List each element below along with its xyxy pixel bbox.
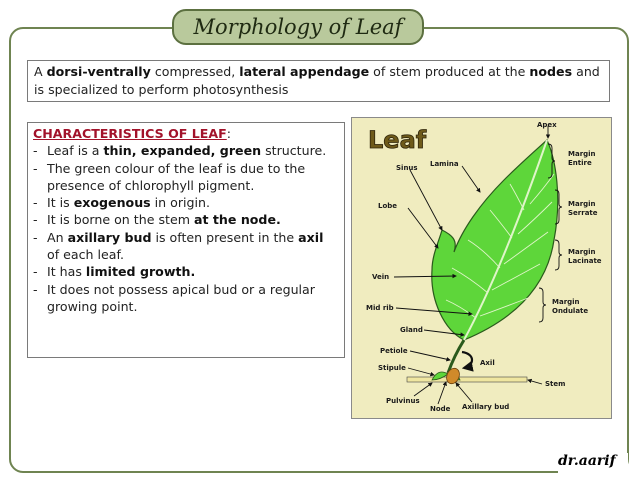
label-margin-serrate: Margin (568, 200, 596, 208)
list-dash: - (33, 229, 38, 245)
item-text: It does not possess apical bud or a regular growing point. (47, 281, 315, 314)
leaf-blade-shape (432, 140, 558, 340)
item-text: of each leaf. (47, 247, 125, 263)
label-margin-ondulate-type: Ondulate (552, 307, 589, 315)
item-text: structure. (261, 143, 327, 159)
characteristic-item (33, 160, 339, 195)
label-vein: Vein (372, 273, 390, 281)
item-text: in origin. (150, 195, 211, 211)
item-emphasis: at the node. (194, 212, 281, 228)
item-text: is often present in the (151, 229, 299, 245)
author-signature-text: dr.aarif (558, 453, 616, 469)
label-margin-entire-type: Entire (568, 159, 592, 167)
item-emphasis: exogenous (73, 195, 151, 211)
definition-term-dorsiventrally: dorsi-ventrally (46, 64, 151, 79)
item-text: It is (47, 195, 74, 211)
list-dash: - (33, 212, 38, 228)
slide-title (172, 9, 424, 45)
label-margin-ondulate: Margin (552, 298, 580, 306)
item-emphasis: thin, expanded, green (103, 143, 262, 159)
characteristics-list (33, 142, 339, 315)
item-emphasis: limited growth. (85, 264, 196, 280)
characteristics-heading-text: CHARACTERISTICS OF LEAF (33, 126, 227, 141)
label-lamina: Lamina (430, 160, 459, 168)
label-axil: Axil (480, 359, 495, 367)
label-margin-entire: Margin (568, 150, 596, 158)
list-dash: - (33, 195, 38, 211)
axil-arrow (462, 352, 472, 368)
list-dash: - (33, 264, 38, 280)
item-emphasis: axillary bud (67, 229, 152, 245)
label-margin-lacinate-type: Lacinate (568, 257, 602, 265)
item-text: It is borne on the stem (47, 212, 194, 228)
definition-text: and is specialized to perform photosynthesis (34, 64, 600, 97)
definition-box (27, 60, 610, 102)
label-axillary-bud: Axillary bud (462, 403, 510, 411)
item-text: Leaf is a (47, 143, 104, 159)
label-node: Node (430, 405, 451, 413)
definition-term-nodes: nodes (529, 64, 573, 79)
label-sinus: Sinus (396, 164, 418, 172)
characteristics-box (27, 122, 345, 358)
item-text: It has (47, 264, 86, 280)
label-apex: Apex (537, 121, 557, 129)
label-gland: Gland (400, 326, 423, 334)
item-emphasis: axil (298, 229, 324, 245)
slide-title-text: Morphology of Leaf (193, 15, 403, 39)
label-petiole: Petiole (380, 347, 408, 355)
list-dash: - (33, 143, 38, 159)
item-text: An (47, 229, 68, 245)
definition-text: compressed, (150, 64, 240, 79)
label-pulvinus: Pulvinus (386, 397, 420, 405)
characteristic-item (33, 263, 339, 280)
definition-term-lateral-appendage: lateral appendage (239, 64, 370, 79)
leaf-diagram-svg (352, 118, 613, 420)
characteristic-item (33, 194, 339, 211)
characteristic-item (33, 211, 339, 228)
author-signature (558, 453, 628, 473)
item-text: The green colour of the leaf is due to the presence of chlorophyll pigment. (47, 160, 306, 193)
label-lobe: Lobe (378, 202, 398, 210)
axillary-bud-shape (444, 366, 462, 386)
stem-shape (407, 377, 527, 382)
label-margin-serrate-type: Serrate (568, 209, 598, 217)
label-stipule: Stipule (378, 364, 406, 372)
label-mid-rib: Mid rib (366, 304, 394, 312)
characteristic-item (33, 281, 339, 316)
label-stem: Stem (545, 380, 566, 388)
petiole-shape (448, 340, 464, 373)
label-margin-lacinate: Margin (568, 248, 596, 256)
leaf-diagram (351, 117, 612, 419)
characteristic-item (33, 142, 339, 159)
definition-text: of stem produced at the (369, 64, 530, 79)
characteristic-item (33, 229, 339, 264)
definition-text: A (34, 64, 47, 79)
diagram-heading: Leaf (368, 126, 427, 154)
list-dash: - (33, 160, 38, 176)
characteristics-heading-colon: : (226, 126, 231, 141)
characteristics-heading (33, 125, 339, 142)
list-dash: - (33, 281, 38, 297)
